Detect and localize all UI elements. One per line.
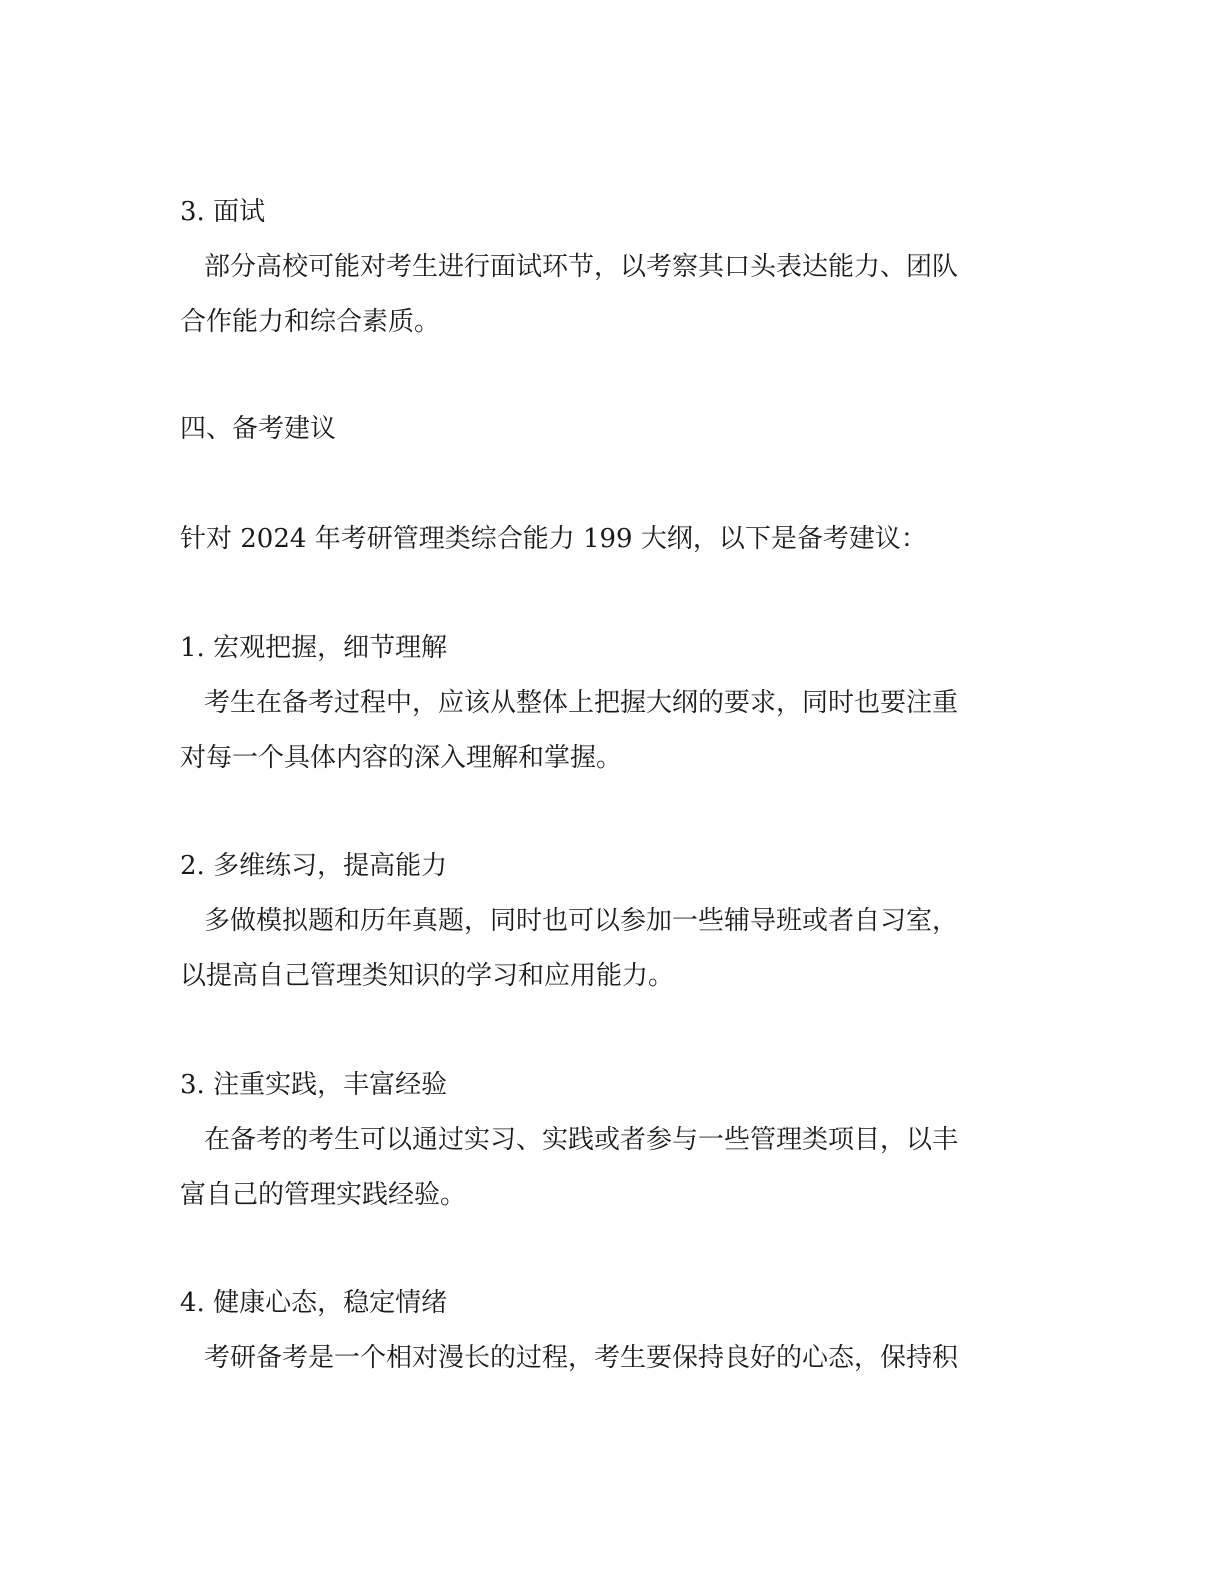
paragraph-line: 以提高自己管理类知识的学习和应用能力。 bbox=[180, 961, 675, 991]
section-heading-preparation: 四、备考建议 bbox=[180, 414, 337, 444]
subheading-4: 4. 健康心态，稳定情绪 bbox=[180, 1288, 448, 1318]
paragraph-line: 多做模拟题和历年真题，同时也可以参加一些辅导班或者自习室， bbox=[204, 906, 959, 936]
paragraph-line: 在备考的考生可以通过实习、实践或者参与一些管理类项目，以丰 bbox=[204, 1125, 959, 1155]
paragraph-line: 富自己的管理实践经验。 bbox=[180, 1180, 467, 1210]
subheading-3: 3. 注重实践，丰富经验 bbox=[180, 1070, 448, 1100]
subheading-2: 2. 多维练习，提高能力 bbox=[180, 851, 448, 881]
paragraph-line: 对每一个具体内容的深入理解和掌握。 bbox=[180, 743, 623, 773]
section-heading-interview: 3. 面试 bbox=[180, 197, 266, 227]
paragraph-line: 部分高校可能对考生进行面试环节，以考察其口头表达能力、团队 bbox=[204, 252, 959, 282]
paragraph-line: 考研备考是一个相对漫长的过程，考生要保持良好的心态，保持积 bbox=[204, 1343, 959, 1373]
subheading-1: 1. 宏观把握，细节理解 bbox=[180, 633, 448, 663]
paragraph-line: 合作能力和综合素质。 bbox=[180, 307, 441, 337]
paragraph-line: 考生在备考过程中，应该从整体上把握大纲的要求，同时也要注重 bbox=[204, 688, 959, 718]
paragraph-line: 针对 2024 年考研管理类综合能力 199 大纲，以下是备考建议： bbox=[180, 524, 927, 554]
